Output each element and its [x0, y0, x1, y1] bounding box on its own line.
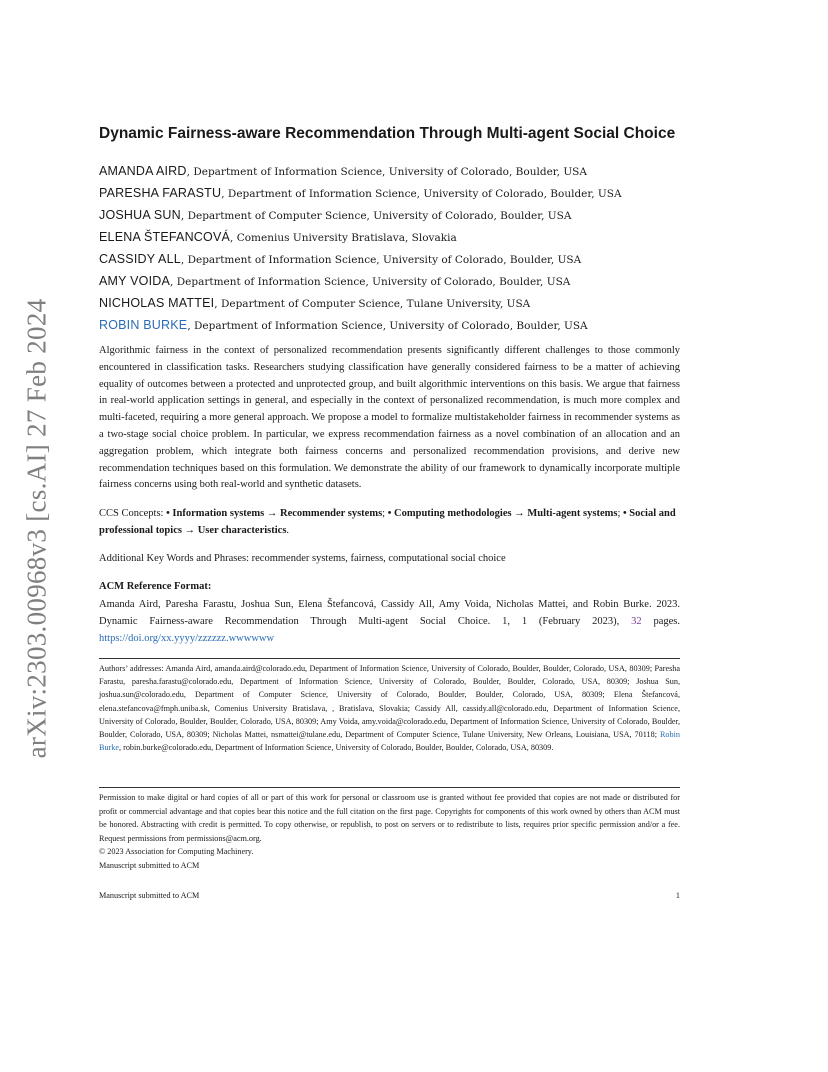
- author-affiliation: , Department of Information Science, University of Colorado, Boulder, USA: [180, 254, 582, 266]
- ccs-separator: ;: [382, 508, 388, 519]
- addresses-text-end: , robin.burke@colorado.edu, Department of Information Science, University of Colorado, Boulder, Boulder, Colorado, USA, 80309.: [119, 743, 554, 753]
- author-name: ELENA ŠTEFANCOVÁ: [99, 230, 231, 244]
- pages-word: pages.: [641, 615, 680, 627]
- doi-link[interactable]: https://doi.org/xx.yyyy/zzzzzz.wwwwww: [99, 632, 275, 644]
- author-name-link[interactable]: ROBIN BURKE: [99, 318, 188, 332]
- author-entry: [99, 248, 699, 270]
- page-footer: [99, 891, 680, 900]
- author-list: [99, 160, 699, 336]
- author-address-link[interactable]: Robin Burke: [99, 730, 680, 753]
- page-count-link[interactable]: 32: [631, 615, 642, 627]
- author-affiliation: , Department of Information Science, University of Colorado, Boulder, USA: [221, 188, 622, 200]
- author-affiliation: , Department of Information Science, University of Colorado, Boulder, USA: [170, 276, 571, 288]
- ccs-concepts: [99, 506, 680, 540]
- copyright-line: © 2023 Association for Computing Machinery.: [99, 847, 254, 856]
- author-name: AMANDA AIRD: [99, 164, 187, 178]
- author-entry: [99, 204, 699, 226]
- permission-divider: [99, 787, 680, 788]
- acm-reference-text: [99, 597, 680, 647]
- author-name: PARESHA FARASTU: [99, 186, 222, 200]
- author-affiliation: , Comenius University Bratislava, Slovakia: [230, 232, 457, 244]
- author-entry: [99, 160, 699, 182]
- page-number: 1: [675, 891, 680, 900]
- ccs-concept: • Computing methodologies → Multi-agent systems: [387, 508, 618, 519]
- author-affiliation: , Department of Computer Science, Tulane University, USA: [214, 298, 531, 310]
- abstract: Algorithmic fairness in the context of personalized recommendation presents significantly different challenges to those commonly encountered in classification tasks. Researchers studying classification have generally considered fairness to be a matter of achieving equality of outcomes between a protected and unprotected group, and built algorithmic interventions on this basis. We argue that fairness in real-world application settings in general, and especially in the context of personalized recommendation, is much more complex and multi-faceted, requiring a more general approach. We propose a model to formalize multistakeholder fairness in recommender systems as a two-stage social choice problem. In particular, we express recommendation fairness as a novel combination of an allocation and an aggregation problem, which integrate both fairness concerns and personalized recommendation provisions, and derive new recommendation techniques based on this formulation. We demonstrate the ability of our framework to dynamically incorporate multiple fairness concerns using both real-world and synthetic datasets.: [99, 345, 680, 491]
- paper-title: Dynamic Fairness-aware Recommendation Through Multi-agent Social Choice: [99, 125, 676, 142]
- author-affiliation: , Department of Information Science, University of Colorado, Boulder, USA: [187, 320, 588, 332]
- ccs-concept: • Information systems → Recommender systems: [166, 508, 383, 519]
- author-entry: [99, 314, 699, 336]
- author-affiliation: , Department of Computer Science, University of Colorado, Boulder, USA: [180, 210, 572, 222]
- author-name: JOSHUA SUN: [99, 208, 181, 222]
- acm-reference-citation: Amanda Aird, Paresha Farastu, Joshua Sun, Elena Štefancová, Cassidy All, Amy Voida, Nicholas Mattei, and Robin Burke. 2023. Dynamic Fairness-aware Recommendation Through Multi-agent Social Choice. 1, 1 (February 2023),: [99, 599, 680, 627]
- addresses-text: Authors’ addresses: Amanda Aird, amanda.aird@colorado.edu, Department of Information Science, University of Colorado, Boulder, Boulder, Colorado, USA, 80309; Paresha Farastu, paresha.farastu@colorado.edu, Department of Information Science, University of Colorado, Boulder, Boulder, Colorado, USA, 80309; Joshua Sun, joshua.sun@colorado.edu, Department of Computer Science, University of Colorado, Boulder, Boulder, Colorado, USA, 80309; Elena Štefancová, elena.stefancova@fmph.uniba.sk, Comenius University Bratislava, , Bratislava, Slovakia; Cassidy All, cassidy.all@colorado.edu, Department of Information Science, University of Colorado, Boulder, Boulder, Colorado, USA, 80309; Amy Voida, amy.voida@colorado.edu, Department of Information Science, University of Colorado, Boulder, Boulder, Colorado, USA, 80309; Nicholas Mattei, nsmattei@tulane.edu, Department of Computer Science, Tulane University, New Orleans, Louisiana, USA, 70118;: [99, 664, 680, 740]
- author-entry: [99, 182, 699, 204]
- author-addresses: [99, 662, 680, 754]
- author-name: AMY VOIDA: [99, 274, 171, 288]
- ccs-end: .: [286, 524, 290, 536]
- author-entry: [99, 292, 699, 314]
- arxiv-stamp: [21, 296, 53, 760]
- arxiv-stamp-text: arXiv:2303.00968v3 [cs.AI] 27 Feb 2024: [21, 298, 52, 758]
- address-divider: [99, 658, 680, 659]
- author-entry: [99, 270, 699, 292]
- author-affiliation: , Department of Information Science, University of Colorado, Boulder, USA: [186, 166, 587, 178]
- acm-reference-heading: ACM Reference Format:: [99, 581, 212, 592]
- ccs-concept: • Social and professional topics → User characteristics: [99, 508, 676, 536]
- author-name: NICHOLAS MATTEI: [99, 296, 215, 310]
- footer-left: Manuscript submitted to ACM: [99, 891, 200, 900]
- permission-notice: Permission to make digital or hard copies of all or part of this work for personal or classroom use is granted without fee provided that copies are not made or distributed for profit or commercial advantage and that copies bear this notice and the full citation on the first page. Copyrights for components of this work owned by others than ACM must be honored. Abstracting with credit is permitted. To copy otherwise, or republish, to post on servers or to redistribute to lists, requires prior specific permission and/or a fee. Request permissions from permissions@acm.org.: [99, 793, 680, 843]
- ccs-label: CCS Concepts:: [99, 508, 167, 519]
- author-entry: [99, 226, 699, 248]
- keywords: Additional Key Words and Phrases: recommender systems, fairness, computational social choice: [99, 553, 506, 564]
- author-name: CASSIDY ALL: [99, 252, 181, 266]
- ccs-separator: ;: [617, 508, 623, 519]
- manuscript-note: Manuscript submitted to ACM: [99, 861, 200, 870]
